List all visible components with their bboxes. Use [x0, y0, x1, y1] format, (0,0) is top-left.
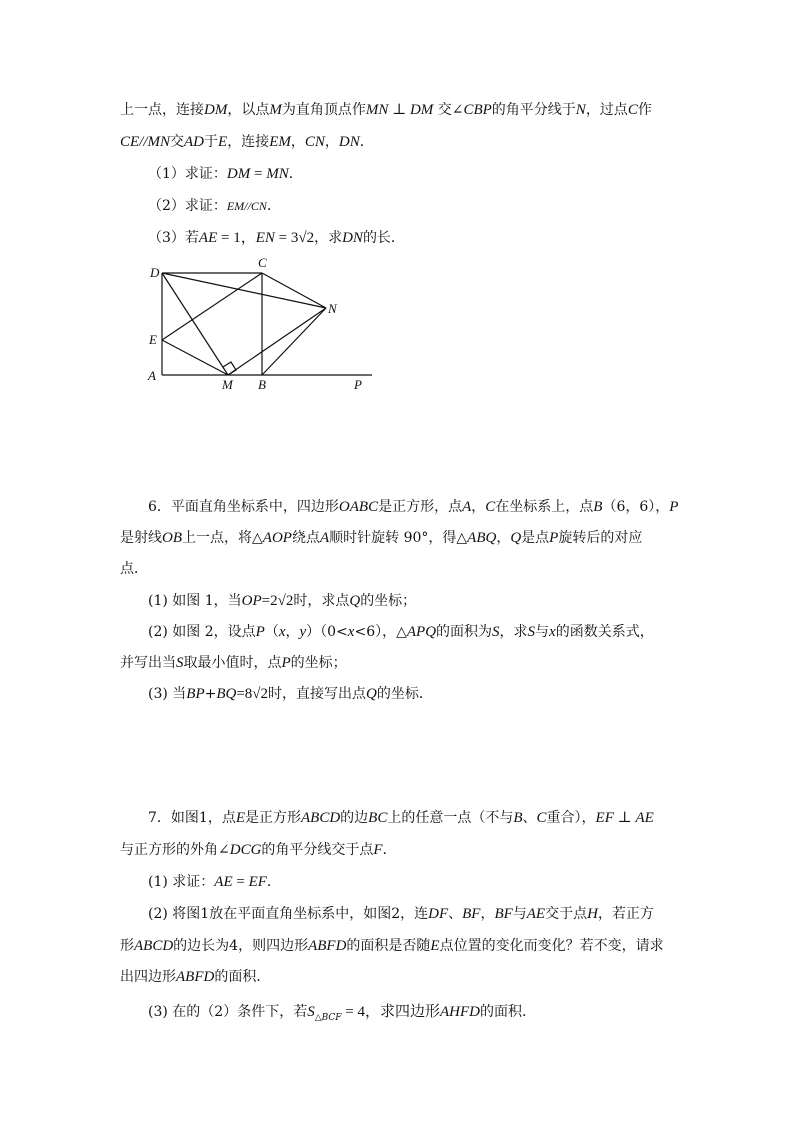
p6-question-3: (3) 当BP+BQ=8√2时，直接写出点Q的坐标． [148, 686, 433, 702]
label-M: M [222, 377, 233, 392]
p6-line-3: 点． [120, 561, 148, 577]
p6-line-1: 6．平面直角坐标系中，四边形OABC是正方形，点A，C在坐标系上，点B（6，6），P [148, 499, 679, 515]
label-P: P [354, 377, 362, 392]
p5-line-2: CE//MN交AD于E，连接EM，CN，DN． [120, 134, 374, 150]
label-N: N [328, 301, 337, 316]
label-D: D [150, 265, 160, 280]
p7-question-2: (2) 将图1放在平面直角坐标系中，如图2，连DF、BF，BF与AE交于点H，若正方 [148, 906, 654, 922]
p7-question-3: (3) 在的（2）条件下，若$S_{\triangle BCF} = 4$，求四边形AHFD的面积． [148, 1004, 537, 1023]
p7-question-2-cont2: 出四边形ABFD的面积． [120, 969, 271, 985]
p5-line-1: 上一点，连接DM，以点M为直角顶点作MN ⊥ DM 交∠CBP的角平分线于N，过点C作 [120, 102, 652, 118]
p6-line-2: 是射线OB上一点，将△AOP绕点A顺时针旋转 90°，得△ABQ，Q是点P旋转后的对应 [120, 530, 643, 546]
p7-line-1: 7．如图1，点E是正方形ABCD的边BC上的任意一点（不与B、C重合），EF ⊥ AE [148, 810, 654, 826]
p5-question-2: （2）求证：EM//CN． [148, 198, 281, 214]
p7-question-2-cont: 形ABCD的边长为4，则四边形ABFD的面积是否随E点位置的变化而变化？若不变，请求 [120, 938, 664, 954]
label-A: A [148, 368, 156, 383]
p5-question-3: （3）若AE = 1，EN = 3√2，求DN的长． [148, 230, 405, 246]
label-B: B [258, 377, 266, 392]
p6-question-2-cont: 并写出当S取最小值时，点P的坐标； [120, 655, 347, 671]
p6-question-2: (2) 如图 2，设点P（x，y）（0<x<6），△APQ的面积为S，求S与x的函数关系式， [148, 624, 654, 640]
p7-question-1: (1) 求证：AE = EF． [148, 874, 281, 890]
label-E: E [149, 332, 157, 347]
p5-question-1: （1）求证：DM = MN． [148, 166, 303, 182]
geometry-figure [140, 255, 380, 395]
p7-line-2: 与正方形的外角∠DCG的角平分线交于点F． [120, 842, 397, 858]
p6-question-1: (1) 如图 1，当OP=2√2时，求点Q的坐标； [148, 593, 417, 609]
label-C: C [258, 255, 267, 270]
